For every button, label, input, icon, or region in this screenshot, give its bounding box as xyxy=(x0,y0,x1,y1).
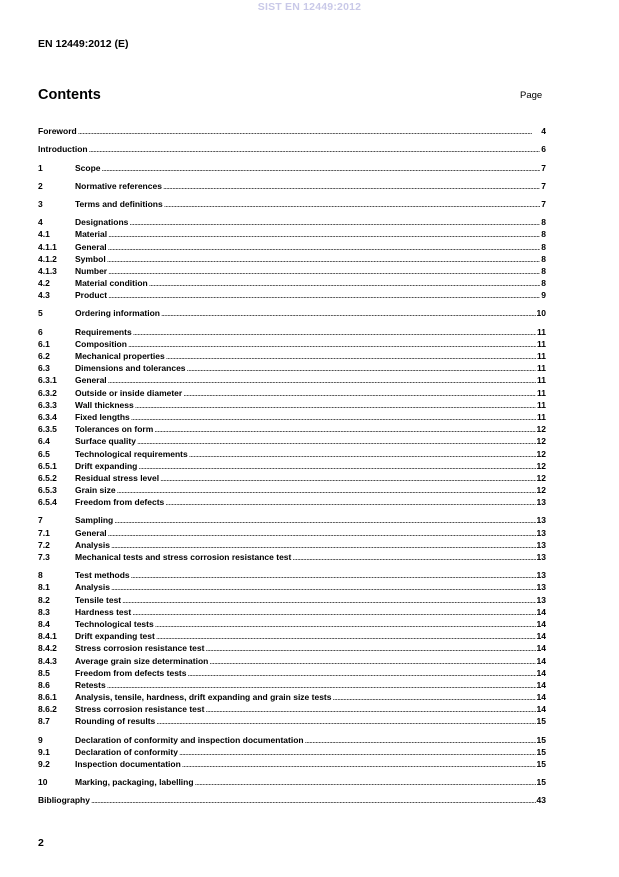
toc-entry[interactable] xyxy=(38,325,546,337)
toc-entry[interactable] xyxy=(38,228,546,240)
toc-entry-page: 6 xyxy=(541,144,546,155)
toc-entry[interactable] xyxy=(38,794,546,806)
toc-entry-number: 8.4.2 xyxy=(38,643,57,654)
toc-entry-label: Surface quality xyxy=(75,436,136,447)
toc-entry-label: Ordering information xyxy=(75,308,160,319)
toc-entry[interactable] xyxy=(38,526,546,538)
toc-entry[interactable] xyxy=(38,447,546,459)
toc-dot-leader xyxy=(205,643,535,654)
toc-entry-number: 4 xyxy=(38,217,43,228)
toc-dot-leader xyxy=(78,126,541,137)
toc-entry-page: 8 xyxy=(541,229,546,240)
toc-entry-page: 13 xyxy=(536,497,546,508)
toc-entry-label: Technological requirements xyxy=(75,448,188,459)
toc-entry-page: 14 xyxy=(536,606,546,617)
toc-entry-page: 10 xyxy=(536,308,546,319)
toc-dot-leader xyxy=(163,181,540,192)
toc-entry-page: 11 xyxy=(537,411,546,422)
toc-entry-label: Freedom from defects xyxy=(75,497,165,508)
toc-entry[interactable] xyxy=(38,198,546,210)
toc-entry-page: 15 xyxy=(536,777,546,788)
toc-entry-number: 6.3 xyxy=(38,363,50,374)
toc-entry[interactable] xyxy=(38,386,546,398)
toc-entry-number: 8 xyxy=(38,570,43,581)
toc-dot-leader xyxy=(166,351,536,362)
toc-dot-leader xyxy=(108,528,536,539)
toc-entry-page: 15 xyxy=(536,759,546,769)
toc-entry[interactable] xyxy=(38,472,546,484)
table-of-contents xyxy=(38,125,546,812)
toc-entry-label: General xyxy=(75,375,107,386)
toc-dot-leader xyxy=(164,199,541,210)
toc-entry-number: 6.5.1 xyxy=(38,460,57,471)
toc-entry-page: 7 xyxy=(541,162,546,173)
toc-entry-number: 2 xyxy=(38,180,43,191)
toc-entry-label: Analysis xyxy=(75,582,110,593)
toc-dot-leader xyxy=(183,388,536,399)
toc-dot-leader xyxy=(187,668,535,679)
toc-entry-number: 8.5 xyxy=(38,667,50,678)
toc-entry-number: 6.5.4 xyxy=(38,497,57,508)
toc-entry-label: Analysis, tensile, hardness, drift expanding and grain size tests xyxy=(75,692,332,703)
toc-entry-page: 15 xyxy=(536,734,546,745)
toc-entry[interactable] xyxy=(38,143,546,155)
toc-group xyxy=(38,733,546,770)
toc-entry-label: Inspection documentation xyxy=(75,759,181,769)
toc-dot-leader xyxy=(187,363,536,374)
toc-entry[interactable] xyxy=(38,350,546,362)
toc-dot-leader xyxy=(107,680,536,691)
toc-entry-number: 5 xyxy=(38,308,43,319)
toc-group xyxy=(38,198,546,210)
toc-entry-number: 8.2 xyxy=(38,594,50,605)
toc-group xyxy=(38,125,546,137)
toc-entry[interactable] xyxy=(38,569,546,581)
toc-entry[interactable] xyxy=(38,289,546,301)
toc-group xyxy=(38,180,546,192)
toc-group xyxy=(38,161,546,173)
toc-entry[interactable] xyxy=(38,374,546,386)
toc-entry[interactable] xyxy=(38,654,546,666)
toc-entry-label: Grain size xyxy=(75,485,116,496)
toc-entry-number: 4.1 xyxy=(38,229,50,240)
toc-entry-number: 8.7 xyxy=(38,716,50,727)
toc-entry[interactable] xyxy=(38,216,546,228)
toc-dot-leader xyxy=(156,716,535,727)
toc-entry-label: Product xyxy=(75,290,108,301)
toc-entry[interactable] xyxy=(38,703,546,715)
toc-entry[interactable] xyxy=(38,606,546,618)
page-number: 2 xyxy=(38,837,44,849)
toc-entry[interactable] xyxy=(38,539,546,551)
toc-entry-page: 14 xyxy=(536,679,546,690)
toc-entry-page: 11 xyxy=(537,375,546,386)
toc-entry-page: 12 xyxy=(536,436,546,447)
toc-entry-label: Fixed lengths xyxy=(75,411,130,422)
toc-entry-label: Retests xyxy=(75,679,106,690)
toc-entry-number: 6.5.2 xyxy=(38,472,57,483)
toc-entry[interactable] xyxy=(38,715,546,727)
toc-group xyxy=(38,216,546,301)
toc-entry-number: 8.6.1 xyxy=(38,692,57,703)
toc-dot-leader xyxy=(156,631,536,642)
toc-entry-label: Technological tests xyxy=(75,618,154,629)
toc-dot-leader xyxy=(155,619,536,630)
toc-entry-label: Sampling xyxy=(75,515,114,526)
toc-entry[interactable] xyxy=(38,253,546,265)
toc-entry-label: Scope xyxy=(75,162,101,173)
toc-dot-leader xyxy=(189,449,536,460)
toc-entry-page: 15 xyxy=(536,746,546,757)
toc-entry-label: Declaration of conformity and inspection documentation xyxy=(75,734,304,745)
toc-dot-leader xyxy=(108,375,536,386)
toc-dot-leader xyxy=(114,515,535,526)
toc-dot-leader xyxy=(154,424,535,435)
toc-entry[interactable] xyxy=(38,630,546,642)
toc-entry-page: 15 xyxy=(536,716,546,727)
toc-entry-label: Material xyxy=(75,229,108,240)
toc-entry-page: 13 xyxy=(536,582,546,593)
toc-entry-label: Drift expanding xyxy=(75,460,138,471)
toc-entry-label: Requirements xyxy=(75,326,132,337)
toc-entry-number: 10 xyxy=(38,777,48,788)
toc-dot-leader xyxy=(108,290,540,301)
toc-entry-number: 8.1 xyxy=(38,582,50,593)
toc-entry[interactable] xyxy=(38,618,546,630)
toc-dot-leader xyxy=(165,497,535,508)
toc-entry-number: 8.6 xyxy=(38,679,50,690)
toc-entry[interactable] xyxy=(38,362,546,374)
toc-entry-label: Residual stress level xyxy=(75,472,160,483)
toc-dot-leader xyxy=(205,704,535,715)
toc-entry-page: 14 xyxy=(536,618,546,629)
page-title: Contents xyxy=(38,87,101,103)
toc-entry[interactable] xyxy=(38,551,546,563)
toc-dot-leader xyxy=(182,759,536,770)
toc-entry-page: 13 xyxy=(536,515,546,526)
toc-entry-label: Dimensions and tolerances xyxy=(75,363,186,374)
toc-entry-number: 9 xyxy=(38,734,43,745)
toc-entry-page: 14 xyxy=(536,631,546,642)
toc-entry-page: 4 xyxy=(541,126,546,137)
toc-entry-label: Mechanical properties xyxy=(75,351,165,361)
toc-entry-label: Tensile test xyxy=(75,594,122,605)
toc-dot-leader xyxy=(161,308,536,319)
toc-entry-page: 11 xyxy=(537,363,546,374)
toc-dot-leader xyxy=(133,327,536,338)
toc-entry-number: 8.3 xyxy=(38,606,50,617)
toc-entry-number: 6.2 xyxy=(38,351,50,361)
toc-entry-label: Stress corrosion resistance test xyxy=(75,704,205,715)
toc-group xyxy=(38,776,546,788)
toc-entry-page: 14 xyxy=(536,704,546,715)
toc-dot-leader xyxy=(137,436,536,447)
toc-dot-leader xyxy=(102,163,541,174)
toc-entry-number: 6.3.3 xyxy=(38,399,57,410)
toc-entry-page: 13 xyxy=(536,570,546,581)
toc-entry-page: 7 xyxy=(541,180,546,191)
toc-dot-leader xyxy=(292,552,535,563)
toc-dot-leader xyxy=(179,747,536,758)
toc-dot-leader xyxy=(111,582,536,593)
toc-entry[interactable] xyxy=(38,277,546,289)
toc-entry-page: 14 xyxy=(536,655,546,666)
toc-entry-number: 6.5.3 xyxy=(38,485,57,496)
toc-entry-page: 11 xyxy=(537,387,546,398)
toc-entry-page: 13 xyxy=(536,539,546,550)
toc-entry-label: Test methods xyxy=(75,570,130,581)
toc-entry-label: Average grain size determination xyxy=(75,655,209,666)
toc-entry-page: 7 xyxy=(541,198,546,209)
toc-dot-leader xyxy=(108,266,540,277)
toc-entry-label: Hardness test xyxy=(75,606,132,617)
toc-entry-label: Wall thickness xyxy=(75,399,134,410)
toc-entry-label: Freedom from defects tests xyxy=(75,667,187,678)
toc-entry-label: Declaration of conformity xyxy=(75,746,178,757)
toc-entry[interactable] xyxy=(38,679,546,691)
toc-entry-page: 12 xyxy=(536,472,546,483)
toc-entry-number: 6.1 xyxy=(38,338,50,349)
toc-entry-page: 14 xyxy=(536,667,546,678)
toc-entry-page: 11 xyxy=(537,351,546,361)
toc-group xyxy=(38,307,546,319)
toc-entry-number: 7.1 xyxy=(38,527,50,538)
toc-entry-label: Normative references xyxy=(75,180,162,191)
toc-entry-number: 9.1 xyxy=(38,746,50,757)
toc-entry-number: 6 xyxy=(38,326,43,337)
toc-entry-label: Designations xyxy=(75,217,129,228)
toc-entry-number: 9.2 xyxy=(38,759,50,769)
toc-dot-leader xyxy=(122,595,535,606)
toc-entry-label: Introduction xyxy=(38,144,88,155)
toc-entry-number: 7.3 xyxy=(38,552,50,562)
toc-entry-page: 12 xyxy=(536,485,546,496)
toc-dot-leader xyxy=(333,692,536,703)
toc-dot-leader xyxy=(89,144,541,155)
toc-entry-number: 6.3.5 xyxy=(38,424,57,435)
toc-entry-page: 12 xyxy=(536,448,546,459)
toc-entry[interactable] xyxy=(38,581,546,593)
toc-dot-leader xyxy=(149,278,541,289)
toc-entry[interactable] xyxy=(38,514,546,526)
toc-dot-leader xyxy=(160,473,535,484)
toc-entry-number: 7.2 xyxy=(38,539,50,550)
toc-entry-number: 6.3.1 xyxy=(38,375,57,386)
toc-entry-number: 6.3.4 xyxy=(38,411,57,422)
toc-group xyxy=(38,143,546,155)
toc-entry-label: Terms and definitions xyxy=(75,198,163,209)
toc-entry-number: 6.4 xyxy=(38,436,50,447)
toc-entry-number: 8.6.2 xyxy=(38,704,57,715)
toc-entry-page: 14 xyxy=(536,643,546,654)
toc-entry-page: 11 xyxy=(537,399,546,410)
toc-entry[interactable] xyxy=(38,667,546,679)
toc-entry-label: Material condition xyxy=(75,278,148,289)
toc-entry[interactable] xyxy=(38,593,546,605)
toc-entry[interactable] xyxy=(38,338,546,350)
toc-entry-label: Bibliography xyxy=(38,795,90,806)
toc-dot-leader xyxy=(107,254,541,265)
toc-entry[interactable] xyxy=(38,411,546,423)
toc-entry-label: Mechanical tests and stress corrosion resistance test xyxy=(75,552,292,562)
toc-entry-page: 12 xyxy=(536,460,546,471)
toc-entry-number: 6.3.2 xyxy=(38,387,57,398)
toc-dot-leader xyxy=(131,412,536,423)
toc-entry-label: Symbol xyxy=(75,253,106,264)
toc-entry-number: 4.1.3 xyxy=(38,265,57,276)
toc-entry-page: 8 xyxy=(541,253,546,264)
toc-group xyxy=(38,325,546,508)
toc-entry-number: 4.1.1 xyxy=(38,241,57,252)
toc-entry-page: 12 xyxy=(536,424,546,435)
toc-entry-label: Number xyxy=(75,265,108,276)
toc-dot-leader xyxy=(132,607,535,618)
toc-entry-number: 8.4.3 xyxy=(38,655,57,666)
toc-dot-leader xyxy=(91,795,536,806)
toc-entry-number: 4.1.2 xyxy=(38,253,57,264)
toc-entry-label: Foreword xyxy=(38,126,77,137)
toc-entry[interactable] xyxy=(38,435,546,447)
toc-entry[interactable] xyxy=(38,423,546,435)
toc-group xyxy=(38,514,546,563)
toc-entry[interactable] xyxy=(38,746,546,758)
toc-entry-page: 11 xyxy=(537,338,546,349)
toc-entry[interactable] xyxy=(38,460,546,472)
toc-entry[interactable] xyxy=(38,642,546,654)
toc-entry[interactable] xyxy=(38,691,546,703)
toc-entry-label: Rounding of results xyxy=(75,716,156,727)
toc-entry-page: 13 xyxy=(536,527,546,538)
toc-entry-page: 11 xyxy=(537,326,546,337)
toc-entry-label: Tolerances on form xyxy=(75,424,154,435)
toc-entry[interactable] xyxy=(38,758,546,770)
toc-entry-page: 13 xyxy=(536,594,546,605)
toc-entry[interactable] xyxy=(38,125,546,137)
toc-dot-leader xyxy=(135,400,536,411)
toc-entry-label: Stress corrosion resistance test xyxy=(75,643,205,654)
toc-entry-number: 3 xyxy=(38,198,43,209)
toc-entry-page: 43 xyxy=(536,795,546,806)
toc-group xyxy=(38,794,546,806)
toc-entry-page: 14 xyxy=(536,692,546,703)
toc-entry-label: General xyxy=(75,527,107,538)
toc-entry-label: Outside or inside diameter xyxy=(75,387,183,398)
toc-entry-label: Composition xyxy=(75,338,127,349)
toc-entry[interactable] xyxy=(38,776,546,788)
toc-entry-page: 8 xyxy=(541,278,546,289)
toc-dot-leader xyxy=(305,735,536,746)
toc-entry[interactable] xyxy=(38,733,546,745)
toc-entry[interactable] xyxy=(38,307,546,319)
toc-entry-page: 9 xyxy=(541,290,546,301)
toc-dot-leader xyxy=(131,570,536,581)
toc-dot-leader xyxy=(129,217,540,228)
toc-dot-leader xyxy=(108,242,541,253)
toc-entry-label: Analysis xyxy=(75,539,110,550)
toc-dot-leader xyxy=(209,656,535,667)
toc-entry-number: 4.2 xyxy=(38,278,50,289)
toc-entry-label: Marking, packaging, labelling xyxy=(75,777,194,788)
toc-entry-label: General xyxy=(75,241,107,252)
toc-entry[interactable] xyxy=(38,484,546,496)
toc-group xyxy=(38,569,546,727)
toc-entry[interactable] xyxy=(38,240,546,252)
toc-entry-page: 8 xyxy=(541,217,546,228)
toc-entry-number: 6.5 xyxy=(38,448,50,459)
toc-dot-leader xyxy=(195,777,536,788)
toc-entry-number: 1 xyxy=(38,162,43,173)
toc-entry-number: 8.4 xyxy=(38,618,50,629)
toc-dot-leader xyxy=(108,229,540,240)
toc-entry-page: 8 xyxy=(541,241,546,252)
toc-dot-leader xyxy=(117,485,536,496)
toc-dot-leader xyxy=(128,339,536,350)
toc-entry-page: 13 xyxy=(536,552,546,562)
toc-entry-label: Drift expanding test xyxy=(75,631,155,642)
toc-entry[interactable] xyxy=(38,180,546,192)
watermark: SIST EN 12449:2012 xyxy=(257,1,362,13)
toc-entry-number: 7 xyxy=(38,515,43,526)
toc-entry[interactable] xyxy=(38,399,546,411)
toc-dot-leader xyxy=(138,461,535,472)
page-column-header: Page xyxy=(520,90,543,101)
toc-entry[interactable] xyxy=(38,161,546,173)
document-id: EN 12449:2012 (E) xyxy=(38,38,129,50)
toc-entry[interactable] xyxy=(38,265,546,277)
toc-dot-leader xyxy=(111,540,536,551)
toc-entry-page: 8 xyxy=(541,265,546,276)
toc-entry-number: 8.4.1 xyxy=(38,631,57,642)
toc-entry[interactable] xyxy=(38,496,546,508)
toc-entry-number: 4.3 xyxy=(38,290,50,301)
